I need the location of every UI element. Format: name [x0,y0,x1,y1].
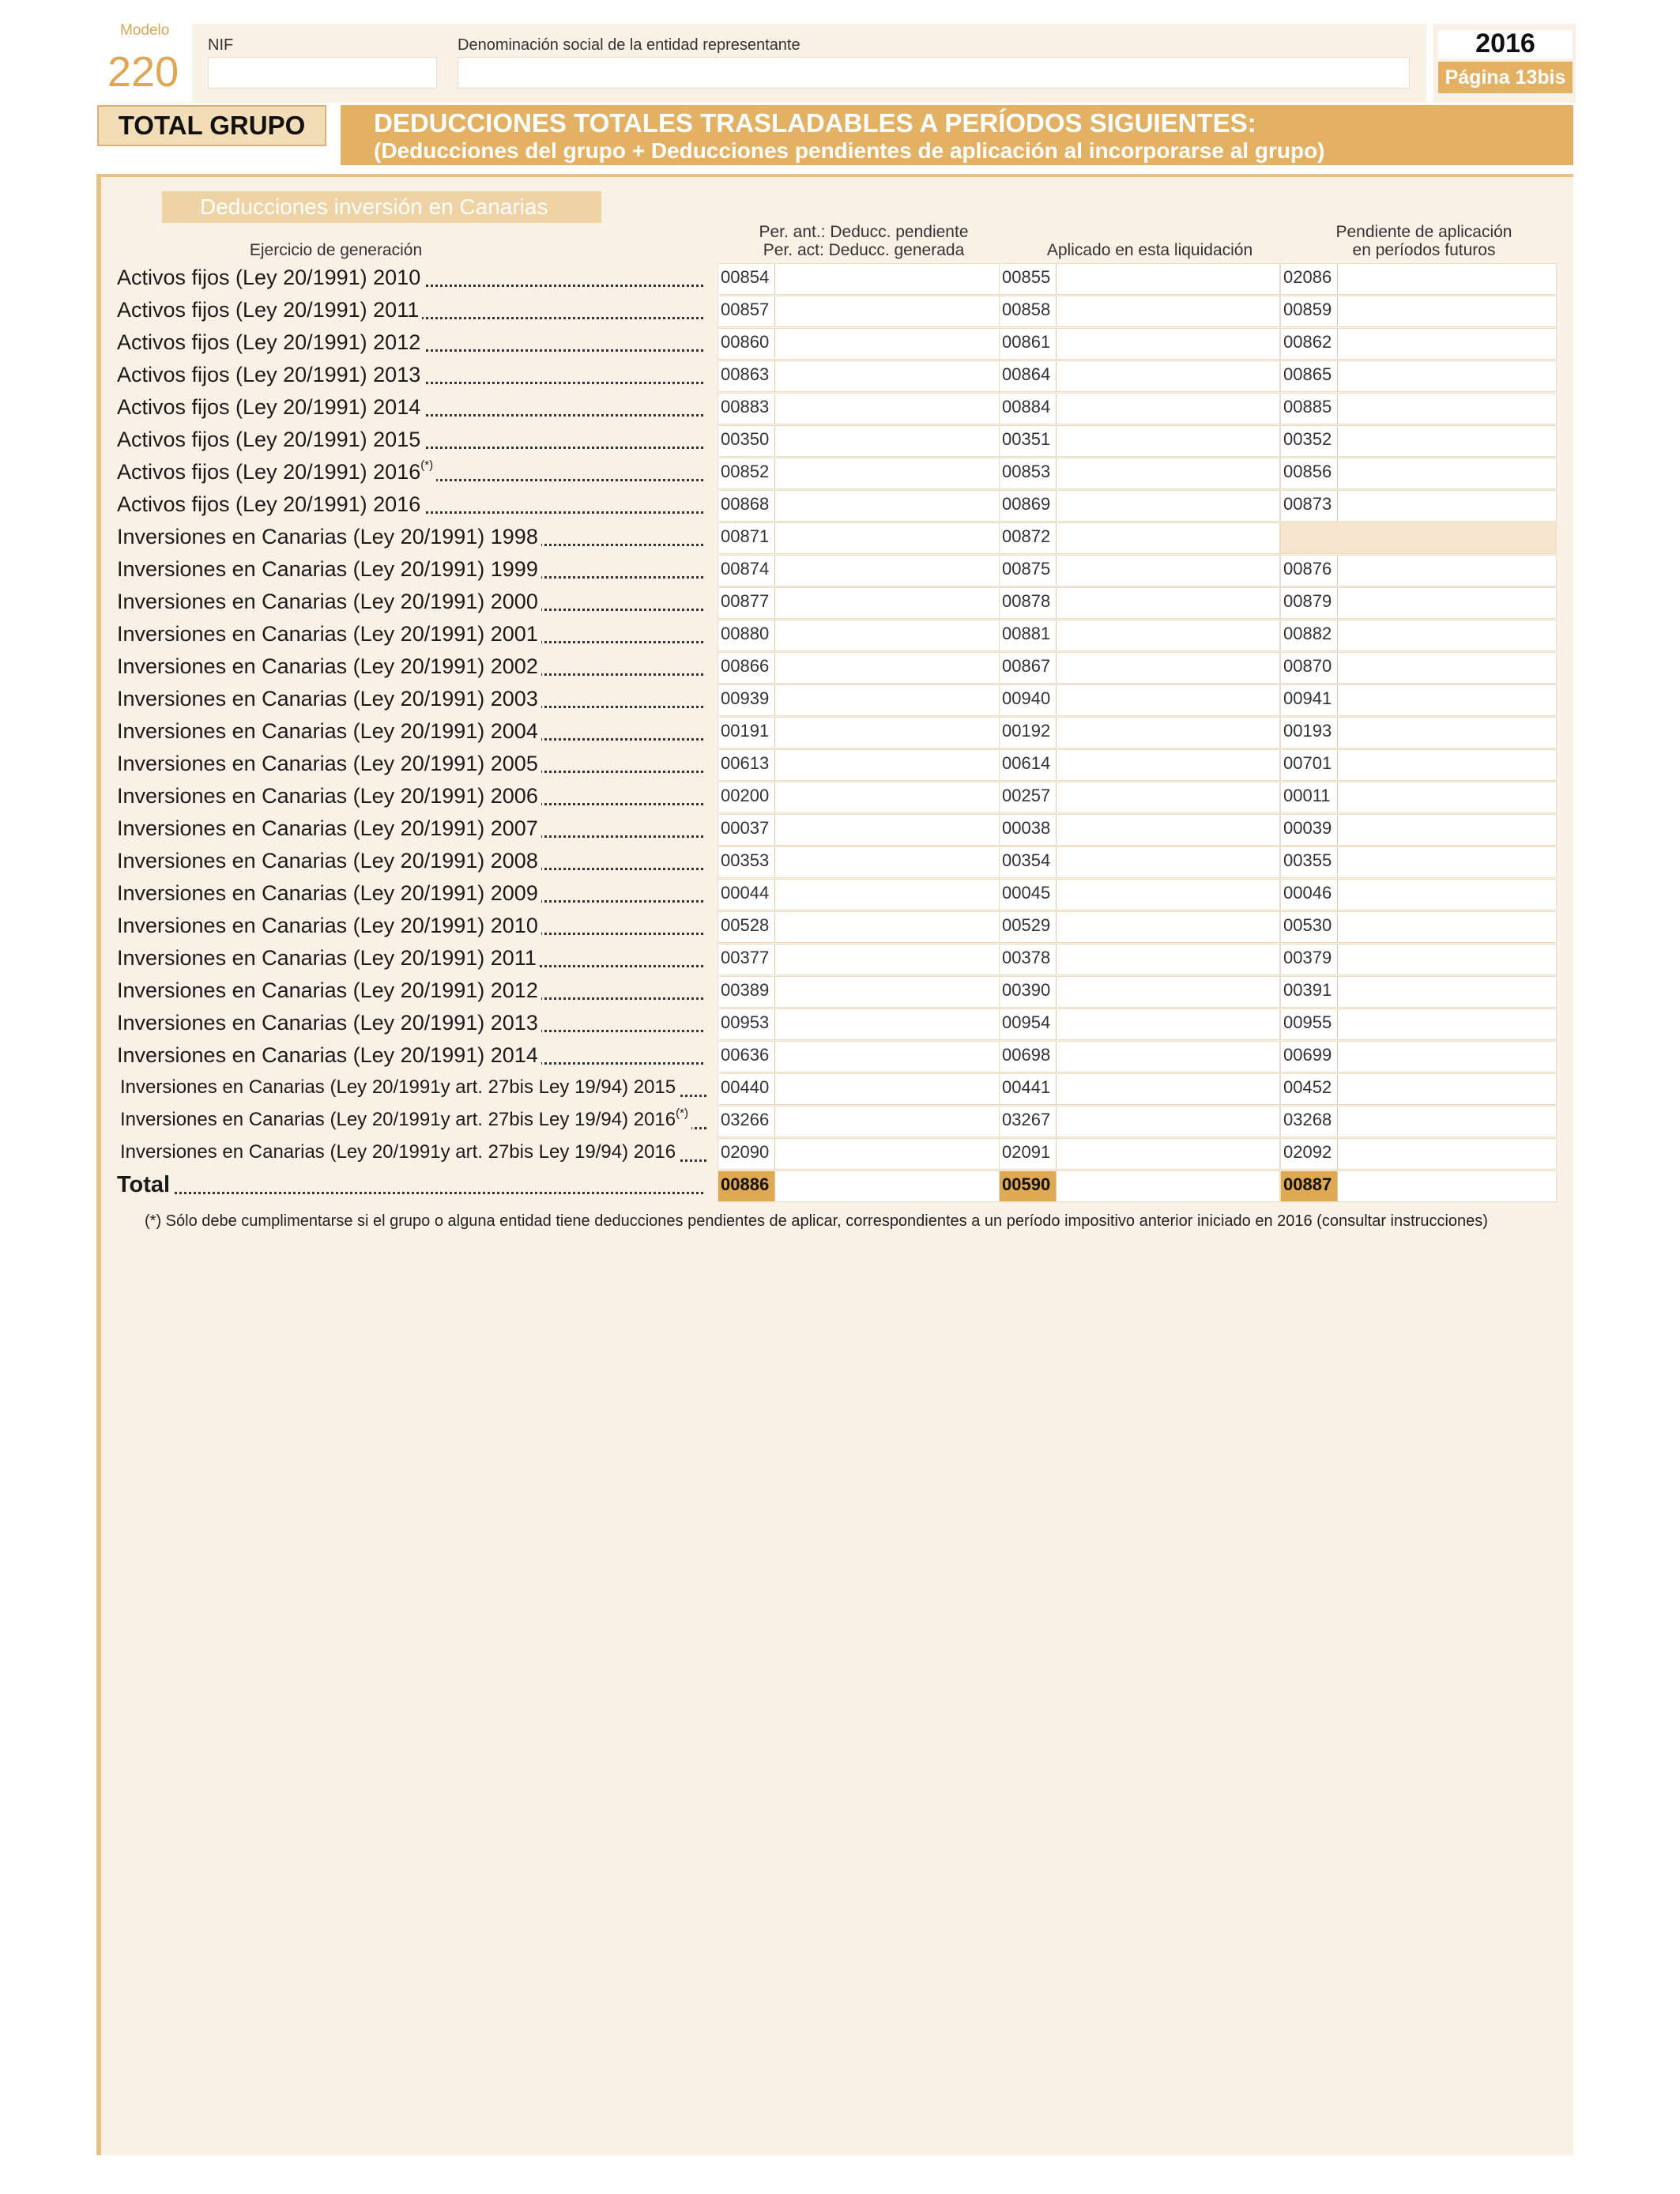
amount-field-aplicado[interactable] [999,846,1280,878]
box-code: 00257 [1000,782,1057,812]
footnote-marker: (*) [420,458,434,472]
row-label [117,782,703,810]
box-code: 03267 [1000,1106,1057,1137]
row-label-value: Inversiones en Canarias (Ley 20/1991) 2004 [117,719,538,743]
column-header-deduccion-line1: Per. ant.: Deducc. pendiente [759,223,969,241]
row-label [117,263,703,292]
amount-field-deduccion[interactable] [718,782,1010,813]
box-code: 00886 [718,1171,775,1201]
box-code: 00354 [1000,847,1057,877]
box-code: 00879 [1281,588,1338,618]
amount-field-pendiente[interactable] [1280,684,1557,716]
column-header-pendiente [1282,223,1566,259]
box-code: 00874 [718,556,775,586]
box-code: 00941 [1281,685,1338,715]
amount-field-deduccion[interactable] [718,587,1010,619]
amount-field-pendiente[interactable] [1280,587,1557,619]
row-label [117,360,703,389]
box-code: 00866 [718,653,775,683]
amount-field-pendiente[interactable] [1280,555,1557,586]
row-label [117,458,703,486]
amount-field-aplicado[interactable] [999,263,1280,295]
row-label [117,393,703,421]
row-label-text [120,1076,679,1098]
row-label [117,749,703,778]
box-code: 02090 [718,1139,775,1169]
row-label [117,1008,703,1037]
row-label [120,1138,706,1167]
row-label-value: Activos fijos (Ley 20/1991) 2014 [117,395,421,419]
row-label-value: Inversiones en Canarias (Ley 20/1991) 2014 [117,1043,538,1067]
box-code: 00882 [1281,620,1338,650]
box-code: 00939 [718,685,775,715]
modelo-number: 220 [107,48,179,96]
amount-field-deduccion[interactable] [718,490,1010,522]
amount-field-deduccion[interactable] [718,555,1010,586]
row-label-text [117,654,541,678]
section-title: Deducciones inversión en Canarias [162,191,601,223]
row-label-value: Inversiones en Canarias (Ley 20/1991y art. 27bis Ley 19/94) 2015 [120,1076,676,1098]
amount-field-deduccion[interactable] [718,717,1010,748]
amount-field-deduccion[interactable] [718,328,1010,360]
amount-field-aplicado[interactable] [999,944,1280,975]
amount-field-pendiente[interactable] [1280,846,1557,878]
amount-field-aplicado[interactable] [999,393,1280,424]
amount-field-deduccion[interactable] [718,296,1010,327]
row-label-value: Inversiones en Canarias (Ley 20/1991) 2000 [117,590,538,613]
amount-field-pendiente[interactable] [1280,1008,1557,1040]
box-code: 00873 [1281,491,1338,521]
amount-field-aplicado[interactable] [999,587,1280,619]
title-bar [341,105,1573,165]
row-label [117,490,703,518]
row-label-text [117,428,424,451]
row-label-text [117,298,422,322]
row-label-value: Inversiones en Canarias (Ley 20/1991) 2012 [117,978,538,1002]
box-code: 02091 [1000,1139,1057,1169]
amount-field-pendiente[interactable] [1280,1171,1557,1202]
amount-field-deduccion[interactable] [718,749,1010,781]
row-label-text [117,492,424,516]
box-code: 00887 [1281,1171,1338,1201]
box-code: 02086 [1281,264,1338,294]
row-label [117,976,703,1005]
box-code: 00884 [1000,394,1057,424]
column-header-aplicado: Aplicado en esta liquidación [1046,241,1253,259]
box-code: 00865 [1281,361,1338,391]
box-code: 00390 [1000,977,1057,1007]
box-code: 00614 [1000,750,1057,780]
row-label-text [117,460,436,484]
row-label-value: Activos fijos (Ley 20/1991) 2016 [117,460,421,484]
row-label-value: Inversiones en Canarias (Ley 20/1991) 2005 [117,752,538,775]
box-code: 00530 [1281,912,1338,942]
row-label [117,846,703,875]
amount-field-pendiente[interactable] [1280,652,1557,684]
amount-field-deduccion[interactable] [718,911,1010,943]
amount-field-aplicado[interactable] [999,814,1280,846]
box-code: 00045 [1000,880,1057,910]
title-line-1: DEDUCCIONES TOTALES TRASLADABLES A PERÍODOS SIGUIENTES: [374,108,1256,138]
row-label [117,522,703,551]
amount-field-pendiente[interactable] [1280,749,1557,781]
amount-field-pendiente[interactable] [1280,1073,1557,1105]
amount-field-deduccion[interactable] [718,425,1010,457]
amount-field-aplicado[interactable] [999,360,1280,392]
amount-field-aplicado[interactable] [999,652,1280,684]
box-code: 00441 [1000,1074,1057,1104]
box-code: 00857 [718,296,775,326]
amount-field-aplicado[interactable] [999,522,1280,554]
nif-label: NIF [208,36,234,54]
box-code: 00869 [1000,491,1057,521]
box-code: 00378 [1000,944,1057,974]
box-code: 00870 [1281,653,1338,683]
box-code: 00868 [718,491,775,521]
row-label-text [117,914,541,937]
amount-field-deduccion[interactable] [718,1171,1010,1202]
box-code: 00379 [1281,944,1338,974]
row-label [117,587,703,616]
row-label-text [117,946,540,970]
amount-field-deduccion[interactable] [718,1008,1010,1040]
row-label-text [117,395,424,419]
box-code: 00863 [718,361,775,391]
box-code: 00039 [1281,815,1338,845]
amount-field-aplicado[interactable] [999,782,1280,813]
row-label-value: Inversiones en Canarias (Ley 20/1991) 2003 [117,687,538,711]
box-code: 00871 [718,523,775,553]
row-label-value: Total [117,1172,171,1197]
box-code: 00881 [1000,620,1057,650]
row-label-text [117,1011,541,1035]
box-code: 03266 [718,1106,775,1137]
row-label-text [117,1172,173,1197]
box-code: 00193 [1281,718,1338,748]
box-code: 00856 [1281,458,1338,488]
amount-field-deduccion[interactable] [718,1138,1010,1170]
box-code: 00699 [1281,1042,1338,1072]
column-header-pendiente-line1: Pendiente de aplicación [1335,223,1512,241]
row-label-text [117,525,541,548]
amount-field-pendiente[interactable] [1280,263,1557,295]
row-label-value: Inversiones en Canarias (Ley 20/1991) 2010 [117,914,538,937]
box-code: 00037 [718,815,775,845]
box-code: 00613 [718,750,775,780]
box-code: 00867 [1000,653,1057,683]
box-code: 00355 [1281,847,1338,877]
amount-field-aplicado[interactable] [999,296,1280,327]
row-label-value: Activos fijos (Ley 20/1991) 2011 [117,298,420,322]
column-header-deduccion [718,223,1010,259]
box-code: 00046 [1281,880,1338,910]
box-code: 00452 [1281,1074,1338,1104]
row-label-text [117,622,541,646]
row-label-text [117,978,541,1002]
box-code: 00859 [1281,296,1338,326]
amount-field-aplicado[interactable] [999,684,1280,716]
box-code: 00872 [1000,523,1057,553]
box-code: 00940 [1000,685,1057,715]
box-code: 00191 [718,718,775,748]
row-label [117,814,703,843]
row-label-value: Inversiones en Canarias (Ley 20/1991) 2002 [117,654,538,678]
amount-field-deduccion[interactable] [718,1073,1010,1105]
row-label [117,1041,703,1069]
leader-dots [117,1192,703,1194]
column-header-ejercicio: Ejercicio de generación [249,241,423,259]
row-label-text [117,881,541,905]
box-code: 00878 [1000,588,1057,618]
row-label-value: Inversiones en Canarias (Ley 20/1991y art. 27bis Ley 19/94) 2016 [120,1141,676,1163]
box-code: 00351 [1000,426,1057,456]
row-label [117,620,703,648]
row-label-text [117,330,424,354]
amount-field-aplicado[interactable] [999,620,1280,651]
box-code: 00955 [1281,1009,1338,1039]
amount-field-pendiente[interactable] [1280,782,1557,813]
amount-field-aplicado[interactable] [999,879,1280,910]
row-label-value: Activos fijos (Ley 20/1991) 2010 [117,266,421,289]
row-label [117,684,703,713]
amount-field-aplicado[interactable] [999,555,1280,586]
box-code: 00864 [1000,361,1057,391]
box-code: 00883 [718,394,775,424]
amount-field-pendiente[interactable] [1280,425,1557,457]
row-label-text [117,266,424,289]
amount-field-aplicado[interactable] [999,1008,1280,1040]
modelo-label: Modelo [120,22,170,39]
row-label-text [117,849,541,873]
amount-field-aplicado[interactable] [999,1073,1280,1105]
row-label-value: Activos fijos (Ley 20/1991) 2013 [117,363,421,386]
row-label [117,717,703,745]
box-code: 00876 [1281,556,1338,586]
denominacion-field[interactable] [458,57,1410,89]
amount-field-aplicado[interactable] [999,911,1280,943]
box-code: 00880 [718,620,775,650]
row-label-text [117,816,541,840]
amount-field-pendiente[interactable] [1280,360,1557,392]
page-number: Página 13bis [1438,62,1573,93]
amount-field-aplicado[interactable] [999,976,1280,1008]
row-label-value: Activos fijos (Ley 20/1991) 2015 [117,428,421,451]
row-label-text [117,557,541,581]
row-label-text [120,1106,691,1130]
box-code: 00853 [1000,458,1057,488]
year: 2016 [1475,28,1535,58]
box-code: 00636 [718,1042,775,1072]
amount-field-pendiente[interactable] [1280,328,1557,360]
box-code: 02092 [1281,1139,1338,1169]
row-label-text [117,1043,541,1067]
amount-field-aplicado[interactable] [999,1171,1280,1202]
nif-field[interactable] [208,57,437,89]
column-header-deduccion-line2: Per. act: Deducc. generada [763,241,965,259]
amount-field-pendiente[interactable] [1280,393,1557,424]
box-code: 00391 [1281,977,1338,1007]
row-label-value: Inversiones en Canarias (Ley 20/1991) 2008 [117,849,538,873]
row-label-text [117,719,541,743]
amount-field-deduccion[interactable] [718,522,1010,554]
amount-field-aplicado[interactable] [999,1041,1280,1072]
row-label [117,328,703,356]
row-label [117,911,703,940]
row-label-value: Inversiones en Canarias (Ley 20/1991) 2007 [117,816,538,840]
amount-field-pendiente[interactable] [1280,490,1557,522]
box-code: 00852 [718,458,775,488]
box-code: 00529 [1000,912,1057,942]
box-code: 03268 [1281,1106,1338,1137]
box-code: 00875 [1000,556,1057,586]
amount-field-pendiente[interactable] [1280,458,1557,489]
row-label [117,652,703,680]
row-label-text [120,1141,679,1163]
box-code: 00860 [718,329,775,359]
box-code: 00353 [718,847,775,877]
amount-field-aplicado[interactable] [999,328,1280,360]
amount-field-pendiente[interactable] [1280,1041,1557,1072]
amount-field-aplicado[interactable] [999,425,1280,457]
row-label [117,555,703,583]
box-code: 00885 [1281,394,1338,424]
denominacion-label: Denominación social de la entidad representante [458,36,800,54]
year-box [1433,24,1576,103]
row-label-value: Inversiones en Canarias (Ley 20/1991) 1999 [117,557,538,581]
box-code: 00528 [718,912,775,942]
amount-field-deduccion[interactable] [718,393,1010,424]
amount-field-deduccion[interactable] [718,458,1010,489]
box-code: 00861 [1000,329,1057,359]
amount-field-aplicado[interactable] [999,749,1280,781]
amount-field-pendiente[interactable] [1280,1138,1557,1170]
row-label-value: Inversiones en Canarias (Ley 20/1991) 2001 [117,622,538,646]
box-code: 00350 [718,426,775,456]
box-code: 00698 [1000,1042,1057,1072]
box-code: 00352 [1281,426,1338,456]
amount-field-aplicado[interactable] [999,717,1280,748]
row-label-value: Activos fijos (Ley 20/1991) 2016 [117,492,421,516]
amount-field-deduccion[interactable] [718,684,1010,716]
row-label [120,1073,706,1102]
box-code: 00701 [1281,750,1338,780]
box-code: 00389 [718,977,775,1007]
row-label-text [117,687,541,711]
amount-field-deduccion[interactable] [718,814,1010,846]
row-label-value: Inversiones en Canarias (Ley 20/1991) 2011 [117,946,537,970]
row-label-value: Inversiones en Canarias (Ley 20/1991) 1998 [117,525,538,548]
amount-field-pendiente [1280,522,1557,554]
box-code: 00038 [1000,815,1057,845]
row-label-value: Activos fijos (Ley 20/1991) 2012 [117,330,421,354]
amount-field-pendiente[interactable] [1280,911,1557,943]
amount-field-pendiente[interactable] [1280,814,1557,846]
box-code: 00855 [1000,264,1057,294]
box-code: 00590 [1000,1171,1057,1201]
row-label-text [117,590,541,613]
footnote-marker: (*) [676,1106,688,1120]
amount-field-pendiente[interactable] [1280,620,1557,651]
amount-field-pendiente[interactable] [1280,296,1557,327]
row-label [120,1106,706,1134]
amount-field-deduccion[interactable] [718,620,1010,651]
row-label [117,1171,703,1199]
row-label [117,425,703,454]
box-code: 00377 [718,944,775,974]
amount-field-deduccion[interactable] [718,944,1010,975]
box-code: 00877 [718,588,775,618]
box-code: 00858 [1000,296,1057,326]
amount-field-aplicado[interactable] [999,1106,1280,1137]
box-code: 00011 [1281,782,1338,812]
row-label-value: Inversiones en Canarias (Ley 20/1991) 2006 [117,784,538,808]
row-label [117,879,703,907]
box-code: 00440 [718,1074,775,1104]
box-code: 00953 [718,1009,775,1039]
amount-field-deduccion[interactable] [718,879,1010,910]
amount-field-aplicado[interactable] [999,458,1280,489]
box-code: 00044 [718,880,775,910]
amount-field-pendiente[interactable] [1280,944,1557,975]
column-header-pendiente-line2: en períodos futuros [1352,241,1496,259]
row-label-text [117,784,541,808]
amount-field-pendiente[interactable] [1280,1106,1557,1137]
amount-field-deduccion[interactable] [718,652,1010,684]
box-code: 00200 [718,782,775,812]
amount-field-pendiente[interactable] [1280,976,1557,1008]
amount-field-deduccion[interactable] [718,976,1010,1008]
box-code: 00192 [1000,718,1057,748]
row-label-value: Inversiones en Canarias (Ley 20/1991) 2009 [117,881,538,905]
amount-field-deduccion[interactable] [718,1106,1010,1137]
row-label-text [117,363,424,386]
amount-field-aplicado[interactable] [999,1138,1280,1170]
amount-field-deduccion[interactable] [718,263,1010,295]
amount-field-aplicado[interactable] [999,490,1280,522]
box-code: 00954 [1000,1009,1057,1039]
amount-field-deduccion[interactable] [718,360,1010,392]
footnote: (*) Sólo debe cumplimentarse si el grupo o alguna entidad tiene deducciones pendientes de aplicar, correspondientes a un período impositivo anterior iniciado en 2016 (consultar instrucciones) [145,1212,1488,1230]
row-label-text [117,752,541,775]
amount-field-deduccion[interactable] [718,846,1010,878]
row-label [117,296,703,324]
box-code: 00862 [1281,329,1338,359]
identification-panel [192,24,1426,103]
amount-field-deduccion[interactable] [718,1041,1010,1072]
box-code: 00854 [718,264,775,294]
total-grupo-label: TOTAL GRUPO [97,105,326,146]
row-label-value: Inversiones en Canarias (Ley 20/1991y art. 27bis Ley 19/94) 2016 [120,1109,676,1130]
modelo-box [101,22,188,101]
row-label [117,944,703,972]
title-line-2: (Deducciones del grupo + Deducciones pendientes de aplicación al incorporarse al grupo) [374,138,1325,163]
amount-field-pendiente[interactable] [1280,717,1557,748]
row-label-value: Inversiones en Canarias (Ley 20/1991) 2013 [117,1011,538,1035]
amount-field-pendiente[interactable] [1280,879,1557,910]
